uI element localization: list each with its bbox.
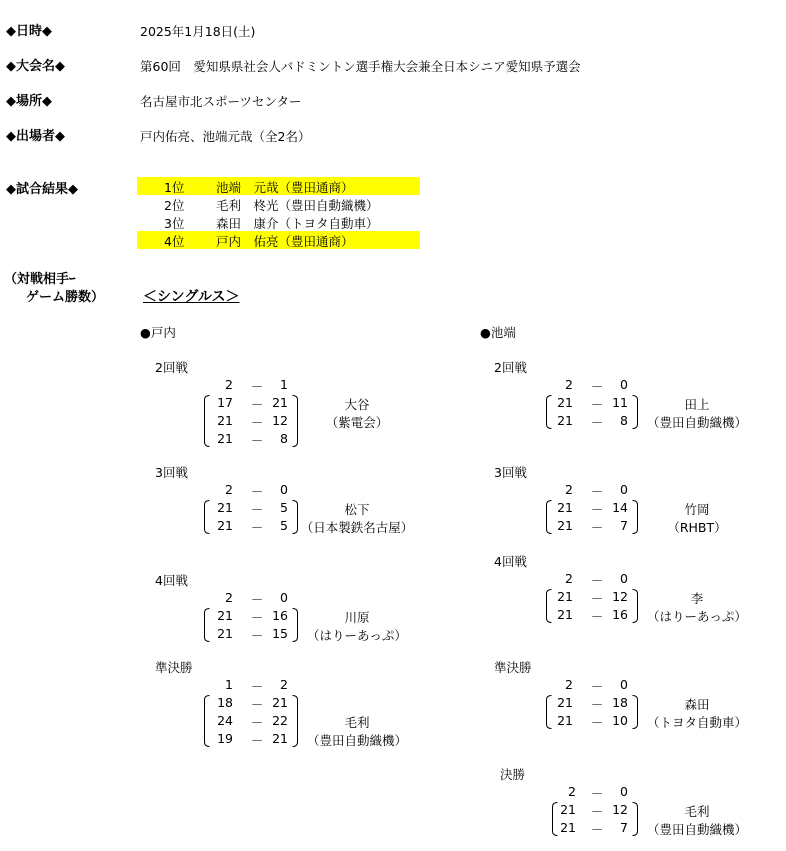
- total-score-own: 2: [225, 482, 233, 497]
- total-score-own: 1: [225, 677, 233, 692]
- total-score-own: 2: [565, 677, 573, 692]
- right-player-name: ●池端: [480, 325, 516, 340]
- game-score-opponent: 11: [612, 395, 628, 410]
- opponent-team: （豊田自動織機）: [646, 822, 747, 837]
- game-score-own: 21: [217, 626, 233, 641]
- round-label: 4回戦: [494, 554, 527, 569]
- game-score-own: 17: [217, 395, 233, 410]
- game-score-own: 24: [217, 713, 233, 728]
- game-score-own: 21: [557, 713, 573, 728]
- opponent-name: 李: [690, 591, 704, 606]
- score-dash: －: [250, 397, 264, 412]
- game-score-opponent: 8: [280, 431, 288, 446]
- game-score-opponent: 7: [620, 518, 628, 533]
- score-dash: －: [250, 733, 264, 748]
- venue-value: 名古屋市北スポーツセンター: [140, 94, 302, 109]
- score-dash: －: [590, 715, 604, 730]
- game-score-own: 21: [560, 820, 576, 835]
- score-dash: －: [250, 433, 264, 448]
- game-score-own: 21: [557, 518, 573, 533]
- game-score-own: 21: [217, 608, 233, 623]
- game-score-own: 18: [217, 695, 233, 710]
- opponent-team: （はりーあっぷ）: [647, 609, 747, 624]
- score-dash: －: [590, 415, 604, 430]
- opponent-team: （RHBT）: [667, 520, 727, 535]
- result-rank: 4位: [164, 234, 185, 249]
- game-score-own: 21: [217, 413, 233, 428]
- opponent-label-line1: （対戦相手ｰ: [4, 272, 76, 287]
- result-rank: 3位: [164, 216, 185, 231]
- score-dash: －: [250, 679, 264, 694]
- bracket-left: [204, 395, 210, 447]
- players-value: 戸内佑亮、池端元哉（全2名）: [140, 129, 311, 144]
- total-score-opponent: 0: [620, 677, 628, 692]
- game-score-own: 19: [217, 731, 233, 746]
- score-dash: －: [590, 679, 604, 694]
- score-dash: －: [590, 804, 604, 819]
- bracket-left: [546, 395, 552, 429]
- score-dash: －: [590, 484, 604, 499]
- opponent-team: （豊田自動織機）: [646, 415, 747, 430]
- score-dash: －: [590, 786, 604, 801]
- opponent-team: （日本製鉄名古屋）: [300, 520, 414, 535]
- game-score-opponent: 12: [612, 802, 628, 817]
- game-score-opponent: 5: [280, 518, 288, 533]
- score-dash: －: [590, 397, 604, 412]
- score-dash: －: [250, 715, 264, 730]
- bracket-left: [204, 695, 210, 747]
- game-score-opponent: 12: [272, 413, 288, 428]
- opponent-name: 松下: [344, 502, 370, 517]
- result-rank: 1位: [164, 180, 185, 195]
- game-score-opponent: 10: [612, 713, 628, 728]
- result-name: 森田 康介（トヨタ自動車）: [216, 216, 379, 231]
- game-score-own: 21: [557, 395, 573, 410]
- game-score-opponent: 7: [620, 820, 628, 835]
- result-name: 池端 元哉（豊田通商）: [216, 180, 354, 195]
- bracket-left: [204, 500, 210, 534]
- opponent-name: 川原: [344, 610, 370, 625]
- score-dash: －: [590, 591, 604, 606]
- game-score-own: 21: [557, 500, 573, 515]
- game-score-opponent: 16: [272, 608, 288, 623]
- date-value: 2025年1月18日(土): [140, 24, 256, 39]
- game-score-own: 21: [557, 695, 573, 710]
- total-score-own: 2: [565, 571, 573, 586]
- score-dash: －: [250, 484, 264, 499]
- bracket-left: [204, 608, 210, 642]
- result-rank: 2位: [164, 198, 185, 213]
- game-score-opponent: 16: [612, 607, 628, 622]
- score-dash: －: [590, 502, 604, 517]
- date-label: ◆日時◆: [6, 24, 52, 39]
- opponent-name: 毛利: [344, 715, 370, 730]
- total-score-opponent: 0: [620, 377, 628, 392]
- left-player-name: ●戸内: [140, 325, 176, 340]
- round-label: 決勝: [500, 767, 526, 782]
- total-score-opponent: 0: [620, 482, 628, 497]
- score-dash: －: [250, 592, 264, 607]
- score-dash: －: [250, 697, 264, 712]
- players-label: ◆出場者◆: [6, 129, 65, 144]
- game-score-opponent: 15: [272, 626, 288, 641]
- opponent-team: （豊田自動織機）: [306, 733, 407, 748]
- total-score-opponent: 0: [620, 784, 628, 799]
- score-dash: －: [250, 502, 264, 517]
- game-score-opponent: 5: [280, 500, 288, 515]
- game-score-opponent: 21: [272, 395, 288, 410]
- score-dash: －: [590, 573, 604, 588]
- score-dash: －: [250, 628, 264, 643]
- event-value: 第60回 愛知県県社会人バドミントン選手権大会兼全日本シニア愛知県予選会: [140, 59, 581, 74]
- game-score-own: 21: [560, 802, 576, 817]
- score-dash: －: [590, 697, 604, 712]
- total-score-own: 2: [565, 377, 573, 392]
- opponent-name: 毛利: [684, 804, 710, 819]
- score-dash: －: [250, 379, 264, 394]
- game-score-own: 21: [217, 518, 233, 533]
- score-dash: －: [250, 415, 264, 430]
- result-name: 戸内 佑亮（豊田通商）: [216, 234, 354, 249]
- opponent-name: 竹岡: [684, 502, 710, 517]
- total-score-opponent: 1: [280, 377, 288, 392]
- results-label: ◆試合結果◆: [6, 182, 78, 197]
- round-label: 3回戦: [155, 465, 188, 480]
- round-label: 準決勝: [494, 660, 532, 675]
- opponent-name: 田上: [684, 397, 710, 412]
- game-score-opponent: 12: [612, 589, 628, 604]
- round-label: 3回戦: [494, 465, 527, 480]
- game-score-opponent: 8: [620, 413, 628, 428]
- game-score-opponent: 21: [272, 695, 288, 710]
- score-dash: －: [590, 609, 604, 624]
- venue-label: ◆場所◆: [6, 94, 52, 109]
- opponent-team: （紫電会）: [325, 415, 389, 430]
- game-score-own: 21: [557, 589, 573, 604]
- total-score-opponent: 0: [620, 571, 628, 586]
- total-score-own: 2: [565, 482, 573, 497]
- score-dash: －: [590, 520, 604, 535]
- total-score-own: 2: [225, 377, 233, 392]
- game-score-own: 21: [557, 607, 573, 622]
- opponent-name: 森田: [684, 697, 710, 712]
- score-dash: －: [250, 520, 264, 535]
- game-score-opponent: 18: [612, 695, 628, 710]
- game-score-own: 21: [217, 431, 233, 446]
- opponent-team: （はりーあっぷ）: [307, 628, 407, 643]
- score-dash: －: [590, 379, 604, 394]
- round-label: 準決勝: [155, 660, 193, 675]
- round-label: 2回戦: [155, 360, 188, 375]
- round-label: 4回戦: [155, 573, 188, 588]
- opponent-name: 大谷: [344, 397, 370, 412]
- event-label: ◆大会名◆: [6, 59, 65, 74]
- total-score-own: 2: [225, 590, 233, 605]
- round-label: 2回戦: [494, 360, 527, 375]
- total-score-opponent: 0: [280, 482, 288, 497]
- total-score-own: 2: [568, 784, 576, 799]
- bracket-left: [552, 802, 558, 836]
- game-score-opponent: 21: [272, 731, 288, 746]
- total-score-opponent: 0: [280, 590, 288, 605]
- singles-title: ＜シングルス＞: [143, 289, 240, 305]
- total-score-opponent: 2: [280, 677, 288, 692]
- opponent-team: （トヨタ自動車）: [646, 715, 747, 730]
- bracket-left: [546, 589, 552, 623]
- bracket-left: [546, 500, 552, 534]
- game-score-own: 21: [557, 413, 573, 428]
- score-dash: －: [590, 822, 604, 837]
- bracket-left: [546, 695, 552, 729]
- result-name: 毛利 柊光（豊田自動織機）: [216, 198, 379, 213]
- game-score-own: 21: [217, 500, 233, 515]
- score-dash: －: [250, 610, 264, 625]
- game-score-opponent: 14: [612, 500, 628, 515]
- opponent-label-line2: ゲーム勝数）: [26, 290, 105, 305]
- game-score-opponent: 22: [272, 713, 288, 728]
